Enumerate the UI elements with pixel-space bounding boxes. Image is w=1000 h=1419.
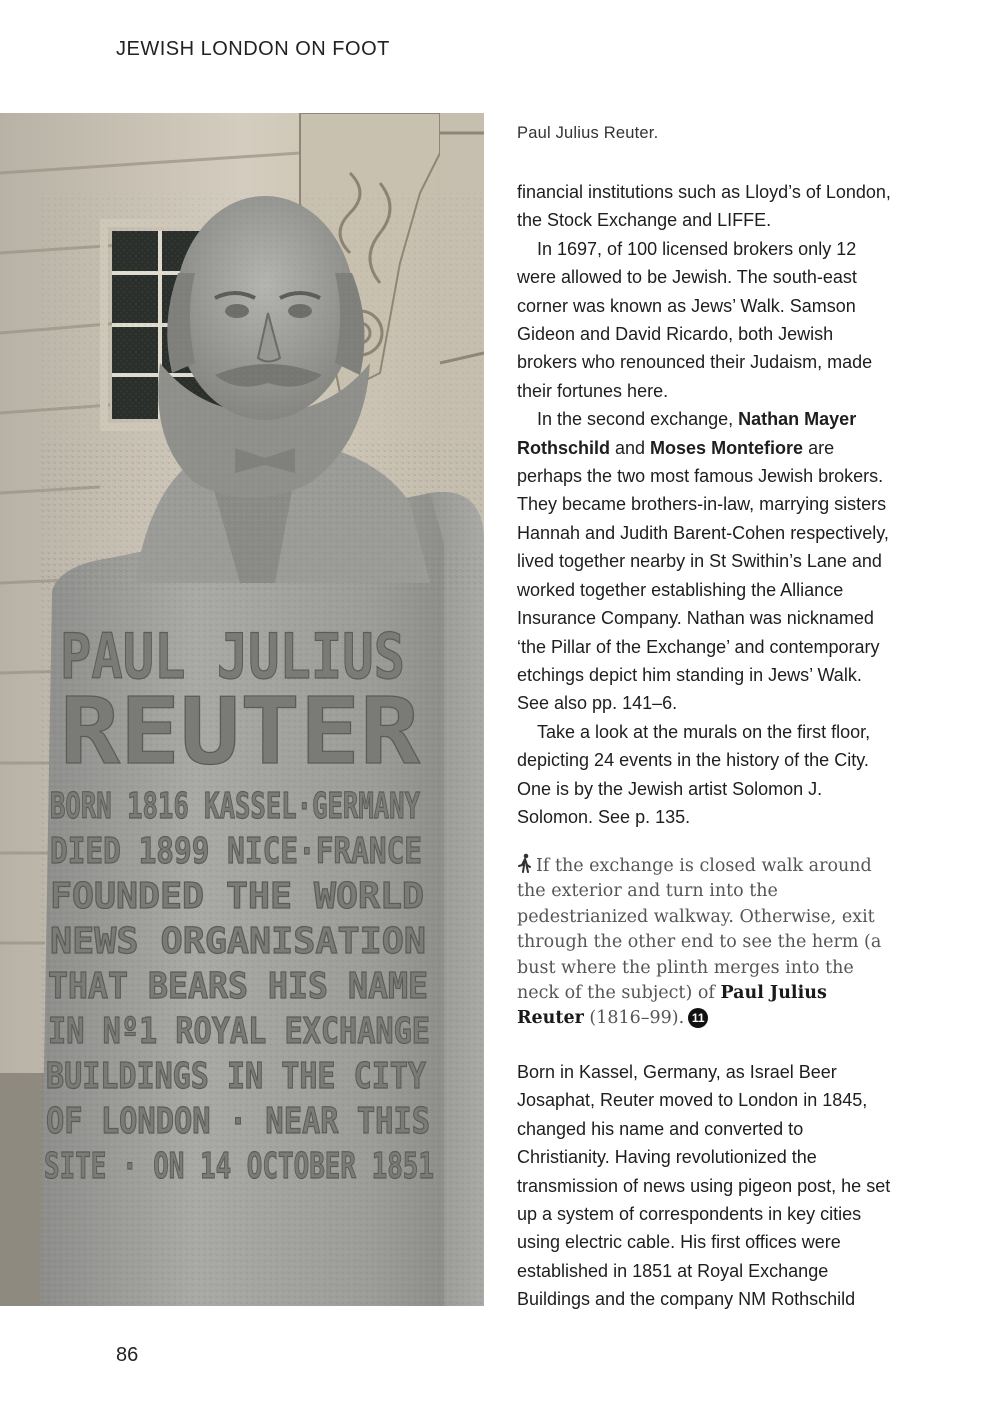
inscription-line: IN Nº1 ROYAL EXCHANGE (48, 1011, 430, 1052)
inscription-line: BUILDINGS IN THE CITY (46, 1056, 427, 1097)
paragraph: In 1697, of 100 licensed brokers only 12 were allowed to be Jewish. The south-east corner was known as Jews’ Walk. Samson Gideon and David Ricardo, both Jewish brokers who renounced their Judaism, made their fortunes here. (517, 238, 873, 401)
inscription-name-line1: PAUL JULIUS (60, 620, 405, 693)
person-name-montefiore: Moses Montefiore (650, 437, 804, 458)
text-run: If the exchange is closed walk around the exterior and turn into the pedestrianized walkway. Otherwise, exit through the other end to see the herm (a bust where the plinth merges into the neck of the subject) of (517, 856, 882, 1004)
inscription-line: DIED 1899 NICE·FRANCE (50, 831, 422, 872)
inscription-line: THAT BEARS HIS NAME (48, 966, 428, 1007)
paragraph: Take a look at the murals on the first floor, depicting 24 events in the history of the City. One is by the Jewish artist Solomon J. Solomon. See p. 135. (517, 721, 871, 827)
reuter-bust-photo (0, 113, 484, 1306)
stop-number-badge: 11 (688, 1008, 708, 1028)
paragraph: financial institutions such as Lloyd’s of London, the Stock Exchange and LIFFE. (517, 182, 891, 231)
text-run: and (610, 437, 651, 458)
page-number: 86 (116, 1344, 139, 1366)
text-run: are perhaps the two most famous Jewish brokers. They became brothers-in-law, marrying sisters Hannah and Judith Barent-Cohen respectively, lived together nearby in St Swithin’s Lane and worked together establishing the Alliance Insurance Company. Nathan was nicknamed ‘the Pillar of the Exchange’ and contemporary etchings depict him standing in Jews’ Walk. See also pp. 141–6. (517, 437, 889, 714)
main-text (517, 178, 892, 831)
walking-directions (517, 853, 892, 1032)
paragraph: Born in Kassel, Germany, as Israel Beer Josaphat, Reuter moved to London in 1845, changed his name and converted to Christianity. Having revolutionized the transmission of news using pigeon post, he set up a system of correspondents in key cities using electric cable. His first offices were established in 1851 at Royal Exchange Buildings and the company NM Rothschild (517, 1062, 891, 1310)
text-run: (1816–99). (583, 1008, 685, 1029)
main-text-continued (517, 1058, 892, 1314)
inscription-line: BORN 1816 KASSEL·GERMANY (50, 786, 421, 827)
inscription-line: OF LONDON · NEAR THIS (46, 1101, 430, 1142)
walker-icon (517, 853, 533, 873)
inscription-line: SITE · ON 14 OCTOBER 1851 (44, 1146, 434, 1187)
inscription-name-line2: REUTER (60, 678, 421, 785)
inscription-line: FOUNDED THE WORLD (50, 876, 424, 917)
text-run: In the second exchange, (537, 409, 739, 430)
inscription-line: NEWS ORGANISATION (50, 921, 426, 962)
paragraph (517, 405, 892, 717)
photo-caption: Paul Julius Reuter. (517, 124, 659, 142)
running-head: JEWISH LONDON ON FOOT (116, 38, 390, 60)
person-name-rothschild: Nathan Mayer Rothschild (517, 409, 857, 458)
person-name-reuter: Paul Julius Reuter (517, 983, 827, 1029)
